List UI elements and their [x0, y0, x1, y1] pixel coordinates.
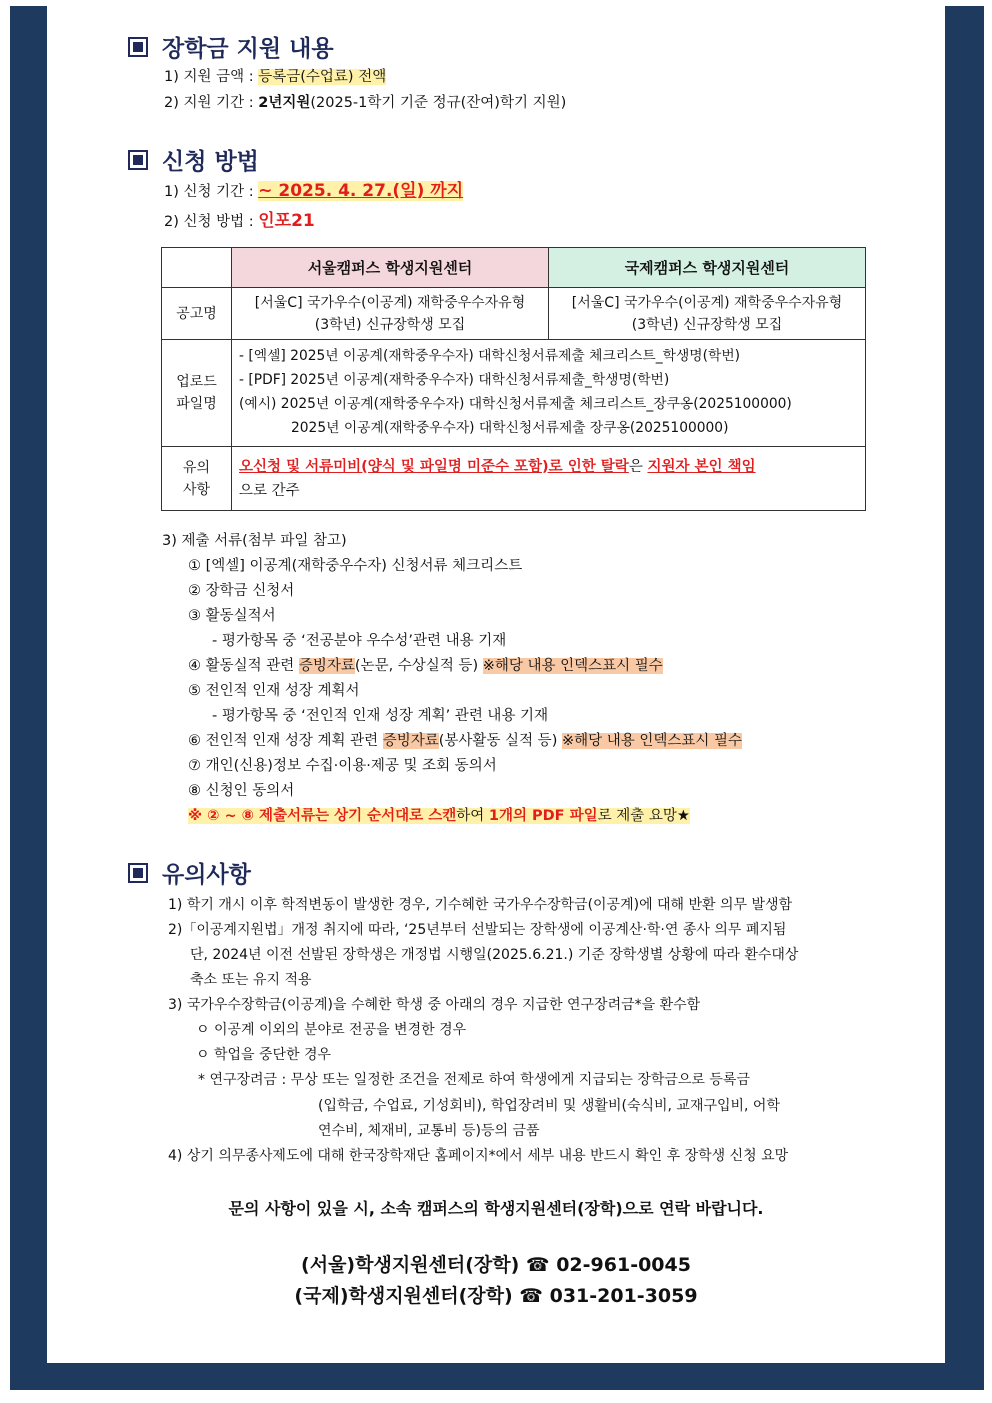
upload-filenames: - [엑셀] 2025년 이공계(재학중우수자) 대학신청서류제출 체크리스트_학생명(학번) - [PDF] 2025년 이공계(재학중우수자) 대학신청서류제출_학생명(학번) (예시) 2025년 이공계(재학중우수자) 대학신청서류제출 체크리스트_장쿠옹(2025100000) 2025년 이공계(재학중우수자) 대학신청서류제출 장쿠옹(2025100000)	[232, 340, 866, 447]
doc-item-6: ⑥ 전인적 인재 성장 계획 관련 증빙자료(봉사활동 실적 등) ※해당 내용 인덱스표시 필수	[188, 733, 743, 749]
section-title-application	[128, 143, 259, 176]
notice-seoul: [서울C] 국가우수(이공계) 재학중우수자유형 (3학년) 신규장학생 모집	[232, 288, 549, 340]
research-grant-definition-cont: (입학금, 수업료, 기성회비), 학업장려비 및 생활비(숙식비, 교재구입비, 어학	[318, 1098, 780, 1114]
row-label-notice: 공고명	[162, 288, 232, 340]
caution-text: 오신청 및 서류미비(양식 및 파일명 미준수 포함)로 인한 탈락은 지원자 본인 책임 으로 간주	[232, 447, 866, 511]
section-title-caution	[128, 856, 251, 889]
doc-item-3-sub: - 평가항목 중 ‘전공분야 우수성’관련 내용 기재	[212, 633, 507, 649]
doc-item-5-sub: - 평가항목 중 ‘전인적 인재 성장 계획’ 관련 내용 기재	[212, 708, 549, 724]
section-title-text: 유의사항	[162, 862, 251, 888]
inquiry-text: 문의 사항이 있을 시, 소속 캠퍼스의 학생지원센터(장학)으로 연락 바랍니다.	[228, 1199, 764, 1218]
table-row	[162, 248, 866, 288]
upload-info-table	[161, 247, 866, 511]
research-grant-definition: * 연구장려금 : 무상 또는 일정한 조건을 전제로 하여 학생에게 지급되는 장학금으로 등록금	[198, 1072, 750, 1088]
row-label-filename: 업로드 파일명	[162, 340, 232, 447]
checkbox-square-icon	[128, 863, 148, 883]
caution-item-2-cont: 축소 또는 유지 적용	[190, 972, 312, 988]
section-title-text: 신청 방법	[162, 149, 259, 175]
doc-item-5: ⑤ 전인적 인재 성장 계획서	[188, 683, 360, 699]
submission-notice: ※ ② ~ ⑧ 제출서류는 상기 순서대로 스캔하여 1개의 PDF 파일로 제출 요망★	[188, 808, 690, 824]
section-title-text: 장학금 지원 내용	[162, 36, 334, 62]
table-row	[162, 288, 866, 340]
caution-item-1: 1) 학기 개시 이후 학적변동이 발생한 경우, 기수혜한 국가우수장학금(이공계)에 대해 반환 의무 발생함	[168, 897, 793, 913]
checkbox-square-icon	[128, 37, 148, 57]
notice-intl: [서울C] 국가우수(이공계) 재학중우수자유형 (3학년) 신규장학생 모집	[549, 288, 866, 340]
caution-item-3-case1: ㅇ 이공계 이외의 분야로 전공을 변경한 경우	[196, 1022, 467, 1038]
support-period: 2) 지원 기간 : 2년지원(2025-1학기 기준 정규(잔여)학기 지원)	[164, 95, 567, 111]
doc-item-4: ④ 활동실적 관련 증빙자료(논문, 수상실적 등) ※해당 내용 인덱스표시 필수	[188, 658, 663, 674]
checkbox-square-icon	[128, 150, 148, 170]
section-title-support	[128, 30, 334, 63]
caution-item-2: 2)「이공계지원법」개정 취지에 따라, ‘25년부터 선발되는 장학생에 이공계산·학·연 종사 의무 폐지됨	[168, 922, 787, 938]
application-method: 2) 신청 방법 : 인포21	[164, 211, 315, 231]
row-label-caution: 유의 사항	[162, 447, 232, 511]
header-intl-campus: 국제캠퍼스 학생지원센터	[549, 248, 866, 288]
caution-item-3-case2: ㅇ 학업을 중단한 경우	[196, 1047, 332, 1063]
table-row	[162, 340, 866, 447]
doc-item-8: ⑧ 신청인 동의서	[188, 783, 295, 799]
caution-item-2-cont: 단, 2024년 이전 선발된 장학생은 개정법 시행일(2025.6.21.) 기준 장학생별 상황에 따라 환수대상	[190, 947, 799, 963]
doc-item-3: ③ 활동실적서	[188, 608, 276, 624]
header-seoul-campus: 서울캠퍼스 학생지원센터	[232, 248, 549, 288]
doc-item-2: ② 장학금 신청서	[188, 583, 295, 599]
caution-item-3: 3) 국가우수장학금(이공계)을 수혜한 학생 중 아래의 경우 지급한 연구장려금*을 환수함	[168, 997, 701, 1013]
table-corner-cell	[162, 248, 232, 288]
table-row	[162, 447, 866, 511]
contact-seoul: (서울)학생지원센터(장학) ☎ 02-961-0045	[301, 1254, 691, 1276]
doc-item-1: ① [엑셀] 이공계(재학중우수자) 신청서류 체크리스트	[188, 558, 523, 574]
contact-intl: (국제)학생지원센터(장학) ☎ 031-201-3059	[294, 1285, 698, 1307]
research-grant-definition-cont: 연수비, 체재비, 교통비 등)등의 금품	[318, 1123, 540, 1139]
submission-docs-title: 3) 제출 서류(첨부 파일 참고)	[162, 533, 347, 549]
caution-item-4: 4) 상기 의무종사제도에 대해 한국장학재단 홈페이지*에서 세부 내용 반드시 확인 후 장학생 신청 요망	[168, 1148, 789, 1164]
application-period: 1) 신청 기간 : ~ 2025. 4. 27.(일) 까지	[164, 181, 464, 201]
support-amount: 1) 지원 금액 : 등록금(수업료) 전액	[164, 69, 387, 85]
doc-item-7: ⑦ 개인(신용)정보 수집·이용·제공 및 조회 동의서	[188, 758, 497, 774]
